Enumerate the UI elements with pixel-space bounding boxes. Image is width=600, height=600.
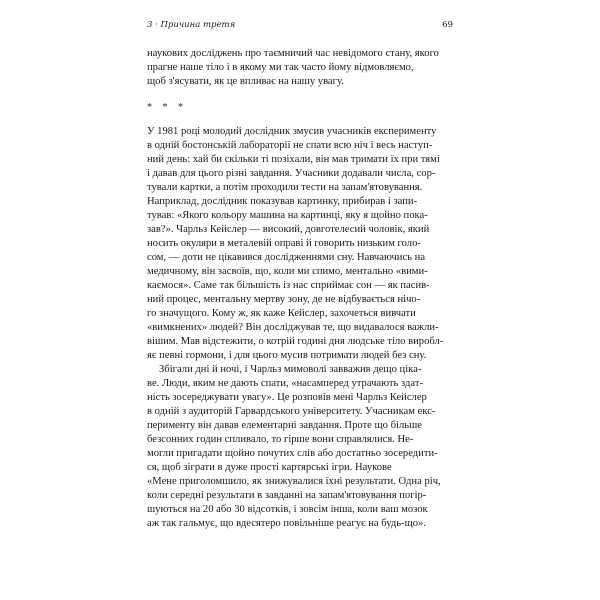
text-line: У 1981 році молодий дослідник змусив учасників експерименту — [147, 126, 437, 137]
text-line: в одній бостонській лабораторії не спати всю ніч і весь наступ- — [147, 140, 433, 151]
section-break: * * * — [147, 102, 187, 113]
text-line: ний день: хай би скільки ті позіхали, він мав тримати їх при тямі — [147, 154, 440, 165]
text-line: наукових досліджень про таємничий час невідомого стану, якого — [147, 48, 439, 59]
text-line: го значущого. Кому ж, як каже Кейслер, захочеться вивчати — [147, 308, 416, 319]
text-line: яє певні гормони, і для цього мусив потримати людей без сну. — [147, 350, 427, 361]
running-header — [147, 18, 453, 32]
text-line: «Мене приголомшило, як знижувалися їхні результати. Одна річ, — [147, 476, 441, 487]
text-line: могли пригадати щойно почутих слів або достатньо зосередити- — [147, 448, 438, 459]
text-line: ний процес, ментальну мертву зону, де не відбувається нічо- — [147, 294, 421, 305]
paragraph-1 — [147, 47, 453, 89]
text-line: Наприклад, дослідник показував картинку, прибирав і запи- — [147, 196, 418, 207]
text-line: каємося». Саме так більшість із нас сприймає сон — як пасив- — [147, 280, 430, 291]
text-line: і давав для цього різні завдання. Учасники додавали числа, сор- — [147, 168, 436, 179]
text-line: ся, щоб зіграти в дуже прості картярські ігри. Наукове — [147, 462, 392, 473]
text-line: носить окуляри в металевій оправі й говорить низьким голо- — [147, 238, 421, 249]
text-line: вішим. Мав відстежити, о котрій годині дня людське тіло виробл- — [147, 336, 444, 347]
text-line: коли середні результати в завданні на запам'ятовування погір- — [147, 490, 427, 501]
text-line: тували картки, а потім проходили тести на запам'ятовування. — [147, 182, 423, 193]
page-number: 69 — [442, 20, 453, 30]
text-line: прагне наше тіло і в якому ми так часто йому відмовляємо, — [147, 62, 414, 73]
text-line: тував: «Якого кольору машина на картинці, яку я щойно пока- — [147, 210, 428, 221]
paragraph-3 — [147, 363, 453, 531]
text-line: безсонних годин спливало, то гірше вони справлялися. Не- — [147, 434, 414, 445]
text-line: шуються на 20 або 30 відсотків, і зовсім інша, коли ваш мозок — [147, 504, 428, 515]
text-line: медичному, він засвоїв, що, коли ми спимо, ментально «вими- — [147, 266, 428, 277]
text-line: ве. Люди, яким не дають спати, «насамперед утрачають здат- — [147, 378, 423, 389]
paragraph-2 — [147, 125, 453, 363]
text-line: щоб з'ясувати, як це впливає на нашу увагу. — [147, 76, 344, 87]
text-line: ність зосереджувати увагу». Це розповів мені Чарльз Кейслер — [147, 392, 427, 403]
text-line: перименту він давав елементарні завдання. Проте що більше — [147, 420, 422, 431]
text-line: в одній з аудиторій Гарвардського університету. Учасникам екс- — [147, 406, 436, 417]
chapter-title: 3 · Причина третя — [147, 20, 236, 30]
text-line: зав?». Чарльз Кейслер — високий, довготелесий чоловік, який — [147, 224, 430, 235]
text-line: «вимкнених» людей? Він досліджував те, що видавалося важли- — [147, 322, 439, 333]
body-text — [147, 47, 453, 531]
text-line: сом, — доти не цікавився дослідженнями сну. Навчаючись на — [147, 252, 426, 263]
text-line: аж так гальмує, що вдесятеро повільніше реагує на будь-що». — [147, 518, 426, 529]
text-line: Збігали дні й ночі, і Чарльз мимоволі завважив дещо ціка- — [159, 364, 422, 375]
